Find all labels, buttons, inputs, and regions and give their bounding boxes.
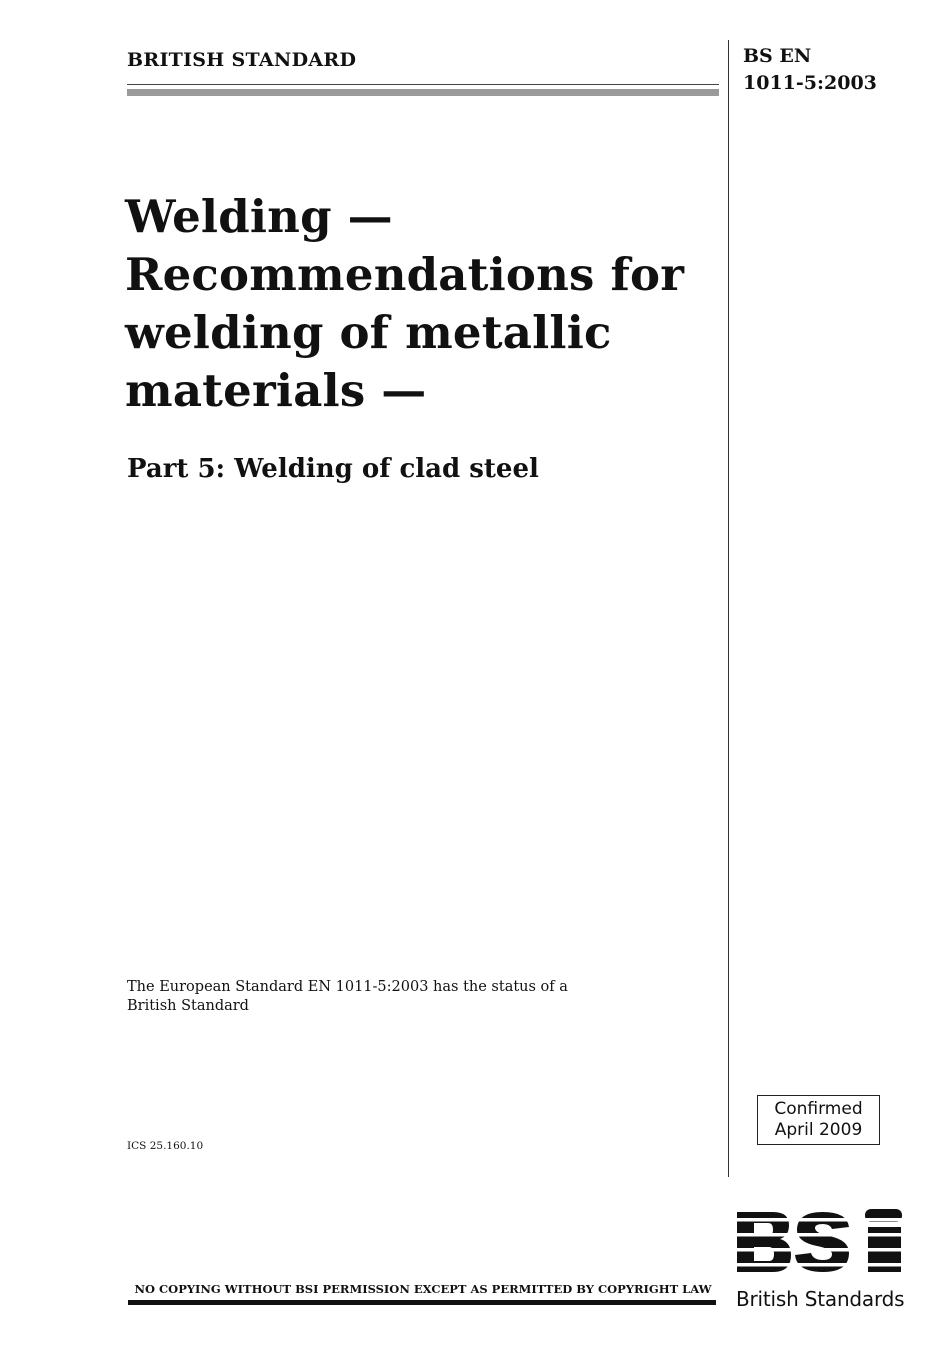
column-divider [728,40,729,1177]
document-title: Welding — Recommendations for welding of metallic materials — [125,190,685,417]
ics-code: ICS 25.160.10 [127,1140,204,1152]
status-note: The European Standard EN 1011-5:2003 has the status of a British Standard [127,979,568,1014]
header-label: BRITISH STANDARD [127,49,357,71]
header-divider-thick [127,89,719,96]
standard-number: BS EN 1011-5:2003 [743,45,877,94]
footer-divider [128,1300,716,1305]
bsi-logo-icon [737,1209,907,1275]
document-subtitle: Part 5: Welding of clad steel [127,454,539,484]
header-divider-thin [127,84,719,85]
copyright-notice: NO COPYING WITHOUT BSI PERMISSION EXCEPT AS PERMITTED BY COPYRIGHT LAW [134,1282,712,1296]
confirmed-stamp: Confirmed April 2009 [757,1095,880,1145]
logo-caption: British Standards [736,1287,905,1311]
